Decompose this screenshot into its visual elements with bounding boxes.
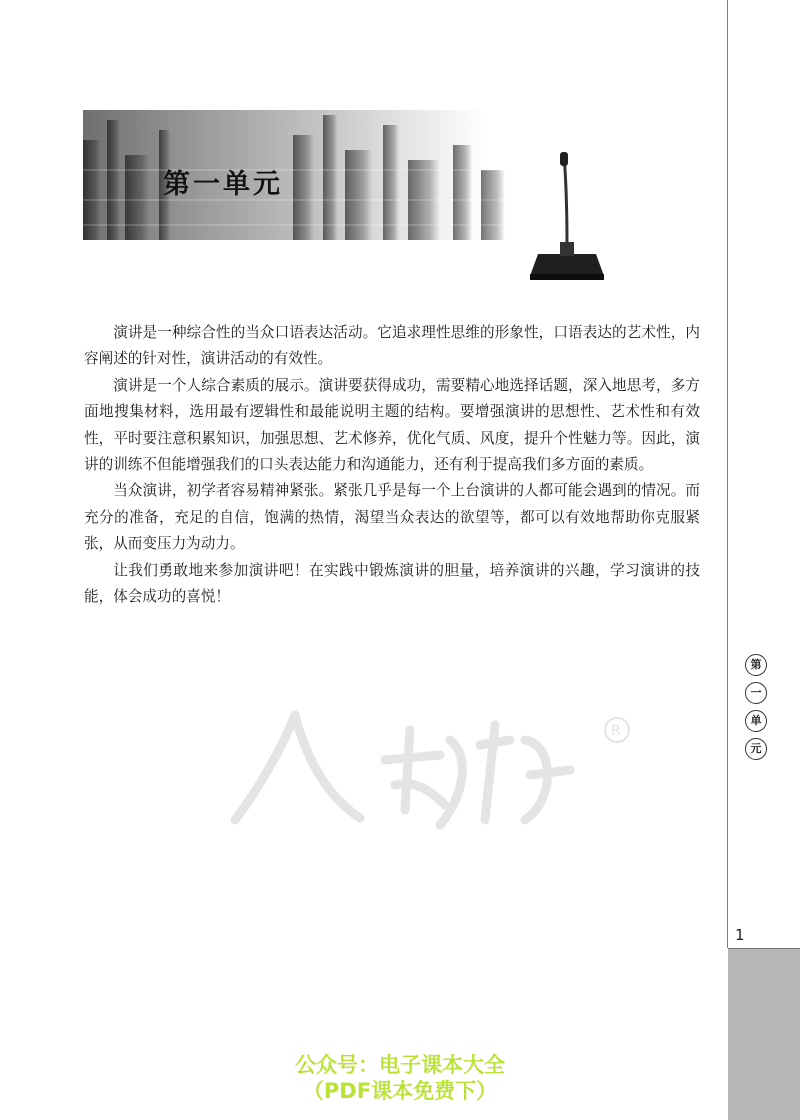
- footer-watermark-line1: 公众号：电子课本大全: [295, 1053, 505, 1077]
- unit-title: 第一单元: [163, 169, 283, 200]
- microphone-icon: [520, 150, 610, 285]
- svg-text:R: R: [611, 723, 621, 739]
- side-tab-char: 第: [745, 654, 767, 676]
- paragraph: 当众演讲，初学者容易精神紧张。紧张几乎是每一个上台演讲的人都可能会遇到的情况。而充分的准备，充足的自信，饱满的热情，渴望当众表达的欲望等，都可以有效地帮助你克服紧张，从而变压力为动力。: [84, 482, 700, 553]
- paragraph: 让我们勇敢地来参加演讲吧！在实践中锻炼演讲的胆量，培养演讲的兴趣，学习演讲的技能，体会成功的喜悦！: [84, 561, 700, 606]
- paragraph: 演讲是一个人综合素质的展示。演讲要获得成功，需要精心地选择话题，深入地思考，多方面地搜集材料，选用最有逻辑性和最能说明主题的结构。要增强演讲的思想性、艺术性和有效性，平时要注意积累知识，加强思想、艺术修养，优化气质、风度，提升个性魅力等。因此，演讲的训练不但能增强我们的口头表达能力和沟通能力，还有利于提高我们多方面的素质。: [84, 376, 700, 474]
- side-tab-char: 元: [745, 738, 767, 760]
- side-tab-char: 单: [745, 710, 767, 732]
- paragraph: 演讲是一种综合性的当众口语表达活动。它追求理性思维的形象性，口语表达的艺术性，内容阐述的针对性，演讲活动的有效性。: [84, 324, 700, 368]
- footer-watermark-line2: （PDF课本免费下）: [302, 1079, 498, 1103]
- side-tab-char: 一: [745, 682, 767, 704]
- margin-rule: [727, 0, 728, 948]
- page-number: 1: [735, 926, 745, 944]
- unit-introduction: [84, 320, 700, 610]
- side-unit-tab: [745, 654, 767, 760]
- publisher-logo-watermark: [225, 700, 645, 840]
